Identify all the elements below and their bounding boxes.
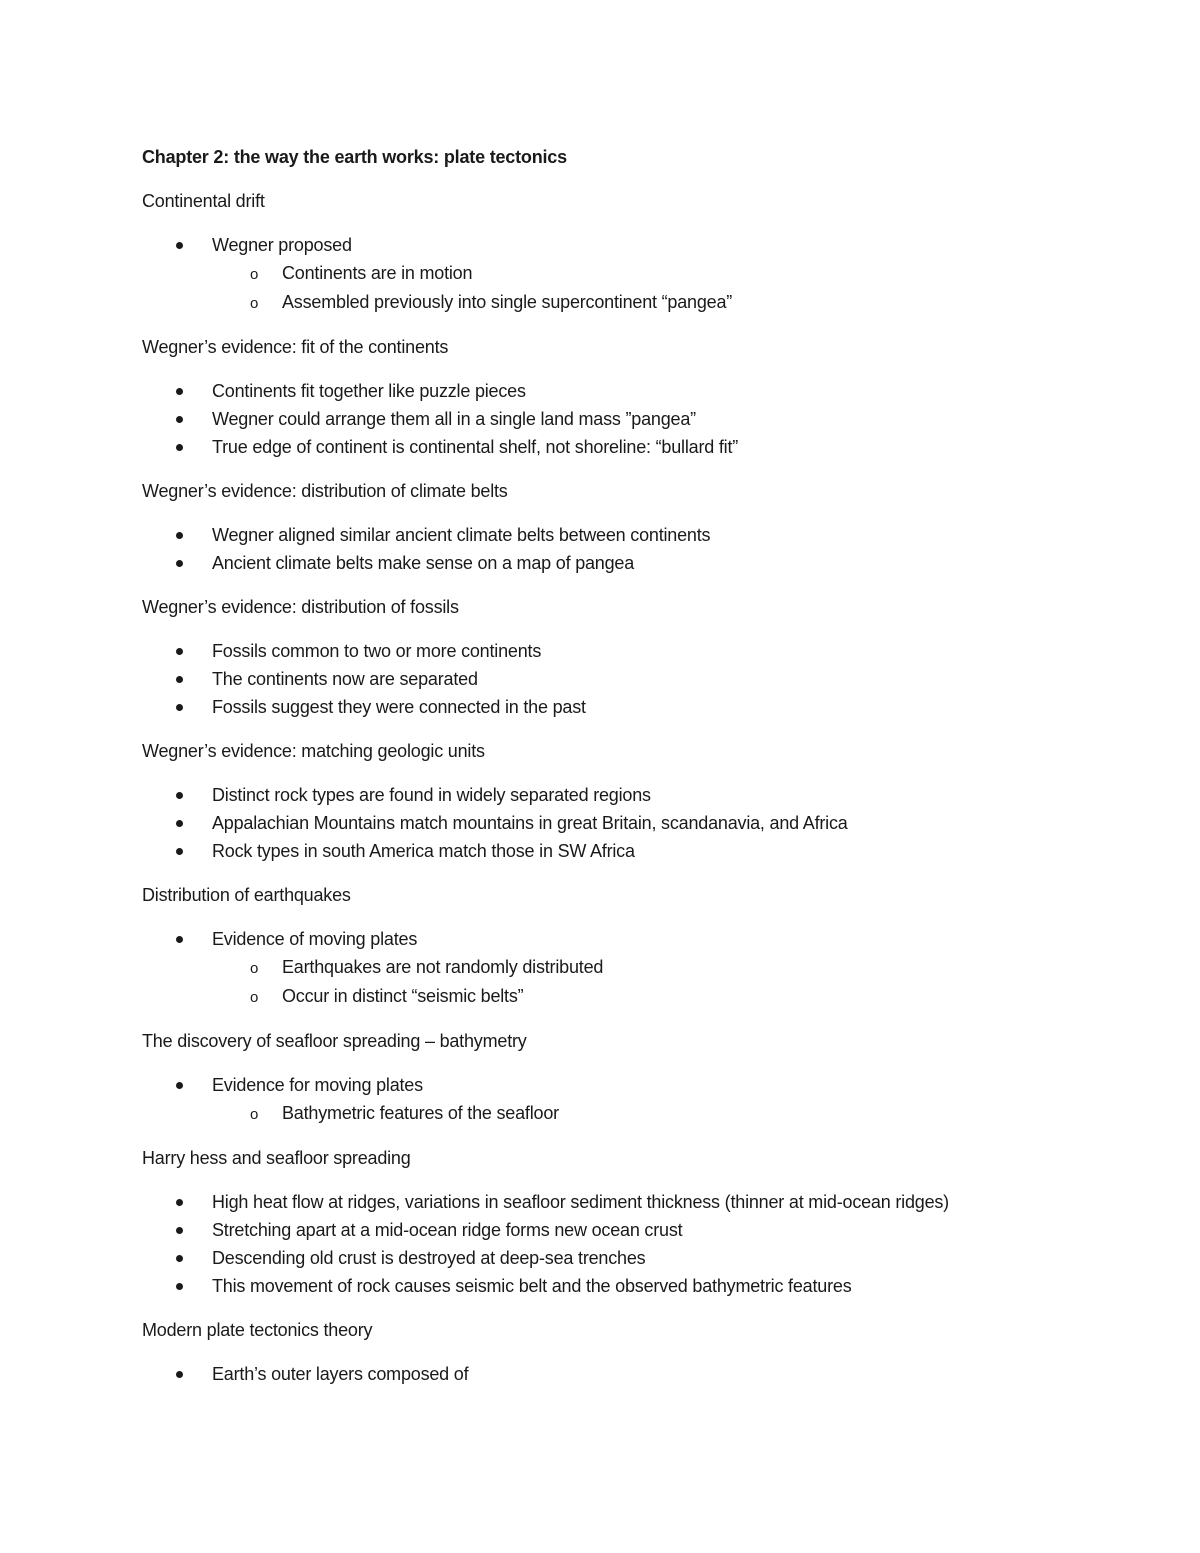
document-title: Chapter 2: the way the earth works: plate tectonics (142, 147, 567, 167)
section-heading: Modern plate tectonics theory (142, 1320, 373, 1340)
list-item-text: Earth’s outer layers composed of (212, 1364, 469, 1384)
list-item (142, 231, 1102, 317)
document-page (142, 143, 1102, 1404)
list-item-text: This movement of rock causes seismic belt and the observed bathymetric features (212, 1276, 852, 1296)
section-heading: Continental drift (142, 191, 265, 211)
list-item-text: Descending old crust is destroyed at deep-sea trenches (212, 1248, 646, 1268)
bullet-icon (176, 444, 183, 451)
sub-list-item-text: Bathymetric features of the seafloor (282, 1103, 559, 1123)
list-item-text: Wegner proposed (212, 235, 352, 255)
list-item (142, 1244, 1102, 1272)
bullet-list (142, 231, 1102, 317)
list-item-text: Rock types in south America match those in SW Africa (212, 841, 635, 861)
bullet-icon (176, 792, 183, 799)
sub-list-item (212, 259, 1102, 288)
list-item-text: Fossils suggest they were connected in the past (212, 697, 586, 717)
bullet-icon (176, 1082, 183, 1089)
list-item (142, 377, 1102, 405)
bullet-icon (176, 848, 183, 855)
sub-list-item (212, 982, 1102, 1011)
sections-container (142, 187, 1102, 1388)
sub-bullet-list (212, 259, 1102, 317)
sub-list-item (212, 1099, 1102, 1128)
bullet-icon (176, 1371, 183, 1378)
list-item (142, 925, 1102, 1011)
section-heading: Distribution of earthquakes (142, 885, 351, 905)
list-item-text: The continents now are separated (212, 669, 478, 689)
bullet-icon (176, 704, 183, 711)
hollow-circle-bullet-icon: o (250, 989, 259, 1006)
list-item (142, 521, 1102, 549)
list-item-text: Wegner aligned similar ancient climate belts between continents (212, 525, 711, 545)
list-item-text: Wegner could arrange them all in a single land mass ”pangea” (212, 409, 696, 429)
list-item (142, 781, 1102, 809)
list-item (142, 1216, 1102, 1244)
bullet-icon (176, 1199, 183, 1206)
section-heading: Wegner’s evidence: distribution of climate belts (142, 481, 508, 501)
bullet-list (142, 637, 1102, 721)
section-heading: Wegner’s evidence: matching geologic units (142, 741, 485, 761)
sub-list-item (212, 288, 1102, 317)
sub-list-item-text: Continents are in motion (282, 263, 473, 283)
hollow-circle-bullet-icon: o (250, 1106, 259, 1123)
bullet-icon (176, 532, 183, 539)
bullet-list (142, 781, 1102, 865)
sub-list-item-text: Earthquakes are not randomly distributed (282, 957, 604, 977)
bullet-list (142, 1360, 1102, 1388)
sub-list-item-text: Occur in distinct “seismic belts” (282, 986, 524, 1006)
list-item-text: Ancient climate belts make sense on a map of pangea (212, 553, 635, 573)
list-item-text: Fossils common to two or more continents (212, 641, 542, 661)
sub-list-item-text: Assembled previously into single supercontinent “pangea” (282, 292, 733, 312)
bullet-icon (176, 560, 183, 567)
sub-list-item (212, 953, 1102, 982)
bullet-list (142, 521, 1102, 577)
bullet-icon (176, 820, 183, 827)
bullet-icon (176, 388, 183, 395)
list-item-text: Continents fit together like puzzle pieces (212, 381, 526, 401)
list-item (142, 1071, 1102, 1128)
list-item (142, 1188, 1102, 1216)
list-item (142, 693, 1102, 721)
bullet-icon (176, 1227, 183, 1234)
bullet-icon (176, 242, 183, 249)
bullet-icon (176, 416, 183, 423)
sub-bullet-list (212, 1099, 1102, 1128)
list-item (142, 433, 1102, 461)
bullet-icon (176, 676, 183, 683)
bullet-list (142, 377, 1102, 461)
list-item (142, 1360, 1102, 1388)
list-item (142, 1272, 1102, 1300)
section-heading: Harry hess and seafloor spreading (142, 1148, 411, 1168)
bullet-list (142, 925, 1102, 1011)
list-item-text: Distinct rock types are found in widely separated regions (212, 785, 651, 805)
bullet-icon (176, 1283, 183, 1290)
section-heading: Wegner’s evidence: distribution of fossils (142, 597, 459, 617)
list-item (142, 405, 1102, 433)
list-item-text: Stretching apart at a mid-ocean ridge forms new ocean crust (212, 1220, 683, 1240)
section-heading: The discovery of seafloor spreading – bathymetry (142, 1031, 527, 1051)
list-item-text: Appalachian Mountains match mountains in great Britain, scandanavia, and Africa (212, 813, 848, 833)
list-item (142, 809, 1102, 837)
bullet-list (142, 1071, 1102, 1128)
list-item-text: True edge of continent is continental shelf, not shoreline: “bullard fit” (212, 437, 739, 457)
list-item-text: Evidence for moving plates (212, 1075, 423, 1095)
list-item (142, 837, 1102, 865)
list-item (142, 549, 1102, 577)
list-item-text: High heat flow at ridges, variations in seafloor sediment thickness (thinner at mid-ocean ridges) (212, 1192, 949, 1212)
section-heading: Wegner’s evidence: fit of the continents (142, 337, 449, 357)
hollow-circle-bullet-icon: o (250, 266, 259, 283)
bullet-list (142, 1188, 1102, 1300)
list-item (142, 665, 1102, 693)
sub-bullet-list (212, 953, 1102, 1011)
list-item (142, 637, 1102, 665)
hollow-circle-bullet-icon: o (250, 960, 259, 977)
bullet-icon (176, 1255, 183, 1262)
bullet-icon (176, 648, 183, 655)
hollow-circle-bullet-icon: o (250, 295, 259, 312)
bullet-icon (176, 936, 183, 943)
list-item-text: Evidence of moving plates (212, 929, 418, 949)
